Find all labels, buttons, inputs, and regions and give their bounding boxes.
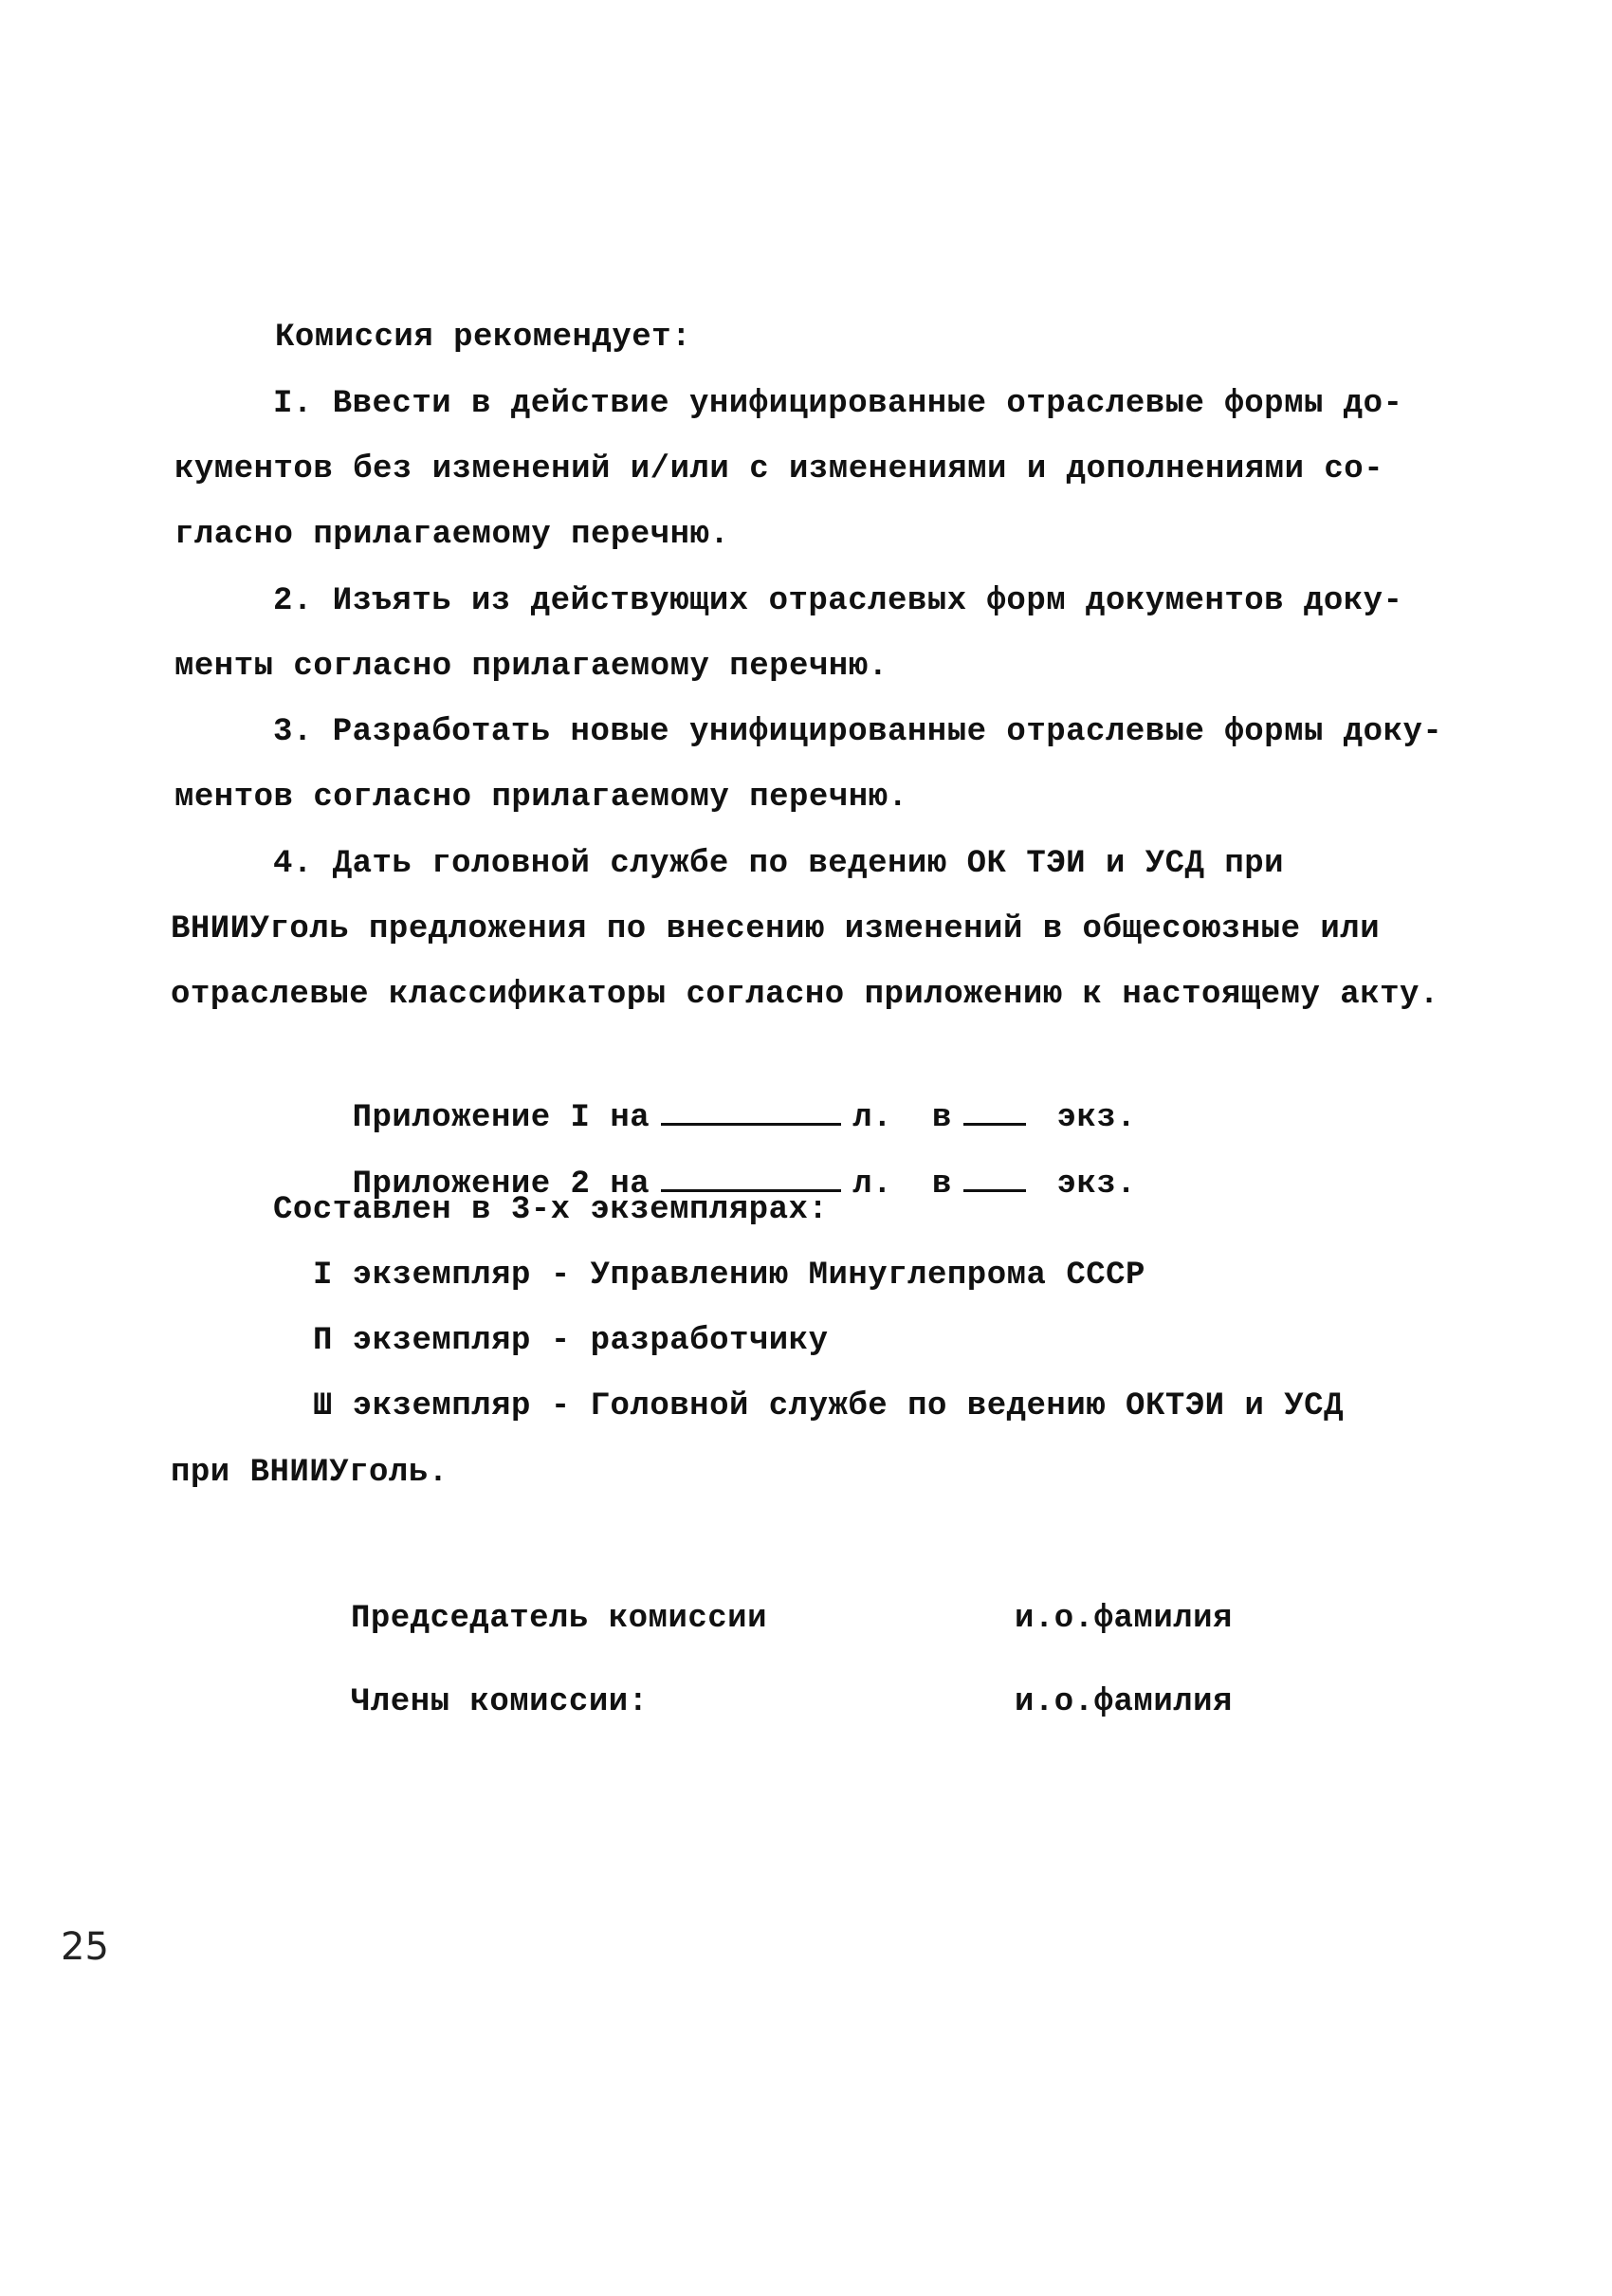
item-3-line-2: ментов согласно прилагаемому перечню. bbox=[174, 780, 908, 816]
appendix-1-copies-blank bbox=[963, 1096, 1026, 1126]
recommendation-heading: Комиссия рекомендует: bbox=[275, 320, 691, 356]
item-1-line-3: гласно прилагаемому перечню. bbox=[174, 517, 730, 553]
item-1-line-2: кументов без изменений и/или с изменениями и дополнениями со- bbox=[174, 451, 1384, 487]
members-label: Члены комиссии: bbox=[351, 1684, 649, 1720]
appendix-1-copies-prefix: в bbox=[931, 1100, 952, 1136]
appendix-2-prefix: Приложение 2 на bbox=[352, 1166, 650, 1203]
copy-2-recipient: П экземпляр - разработчику bbox=[313, 1323, 829, 1359]
item-4-line-3: отраслевые классификаторы согласно приложению к настоящему акту. bbox=[171, 977, 1439, 1013]
copies-intro: Составлен в 3-х экземплярах: bbox=[273, 1192, 829, 1228]
item-4-line-2: ВНИИУголь предложения по внесению изменений в общесоюзные или bbox=[171, 911, 1381, 947]
appendix-1-sheets-blank bbox=[661, 1096, 841, 1126]
appendix-1-prefix: Приложение I на bbox=[352, 1100, 650, 1136]
appendix-1-copies-suffix: экз. bbox=[1056, 1100, 1137, 1136]
item-2-line-1: 2. Изъять из действующих отраслевых форм документов доку- bbox=[273, 583, 1403, 619]
appendix-2-copies-suffix: экз. bbox=[1056, 1166, 1137, 1203]
members-name: и.о.фамилия bbox=[1015, 1684, 1233, 1720]
appendix-2-copies-blank bbox=[963, 1163, 1026, 1192]
appendix-2-sheets-blank bbox=[661, 1163, 841, 1192]
copy-3-recipient-line-2: при ВНИИУголь. bbox=[171, 1455, 449, 1491]
copy-3-recipient-line-1: Ш экземпляр - Головной службе по ведению ОКТЭИ и УСД bbox=[313, 1388, 1344, 1424]
item-3-line-1: 3. Разработать новые унифицированные отраслевые формы доку- bbox=[273, 714, 1443, 750]
appendix-1-sheets-suffix: л. bbox=[852, 1100, 892, 1136]
copy-1-recipient: I экземпляр - Управлению Минуглепрома СССР bbox=[313, 1258, 1145, 1294]
chairman-label: Председатель комиссии bbox=[351, 1601, 767, 1637]
chairman-name: и.о.фамилия bbox=[1015, 1601, 1233, 1637]
page-number: 25 bbox=[61, 1925, 109, 1969]
item-4-line-1: 4. Дать головной службе по ведению ОК ТЭИ и УСД при bbox=[273, 846, 1285, 882]
appendix-2-copies-prefix: в bbox=[931, 1166, 952, 1203]
appendix-2-sheets-suffix: л. bbox=[852, 1166, 892, 1203]
item-1-line-1: I. Ввести в действие унифицированные отраслевые формы до- bbox=[273, 386, 1403, 422]
item-2-line-2: менты согласно прилагаемому перечню. bbox=[174, 649, 888, 685]
